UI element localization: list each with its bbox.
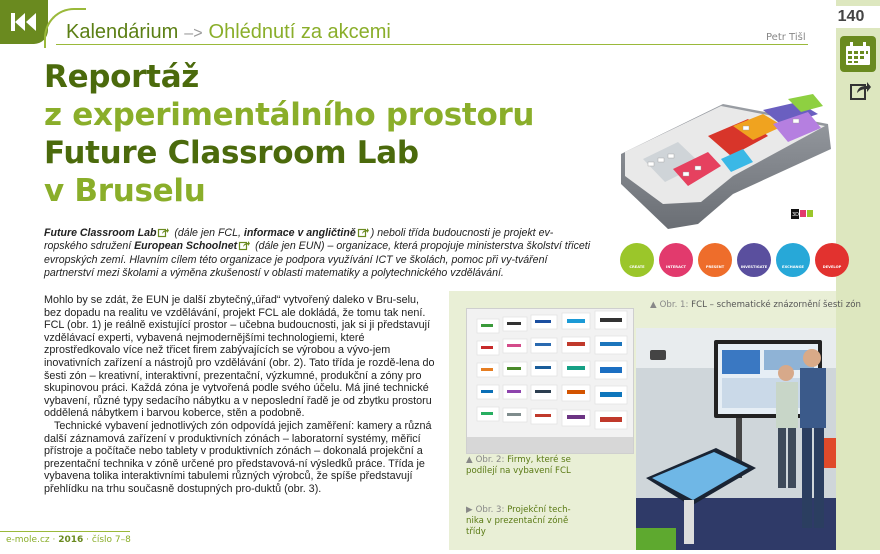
footer-issue: číslo 7–8 bbox=[91, 535, 131, 545]
footer-divider bbox=[0, 531, 130, 532]
footer bbox=[6, 535, 131, 545]
breadcrumb-section[interactable]: Kalendárium bbox=[66, 21, 179, 43]
figure-3-presentation-zone-photo bbox=[636, 328, 836, 550]
article-title bbox=[44, 58, 594, 210]
share-button[interactable] bbox=[850, 80, 872, 100]
zone-exchange-icon bbox=[776, 243, 810, 277]
caret-up-icon: ▲ bbox=[650, 300, 657, 310]
zone-investigate-icon bbox=[737, 243, 771, 277]
breadcrumb-subsection[interactable]: Ohlédnutí za akcemi bbox=[208, 21, 391, 43]
author-name: Petr Tišl bbox=[766, 32, 806, 43]
zone-label-interact: INTERACT bbox=[666, 265, 686, 269]
zone-icons bbox=[620, 243, 849, 277]
footer-site[interactable]: e-mole.cz bbox=[6, 535, 50, 545]
zone-develop-icon bbox=[815, 243, 849, 277]
figure-2-text: Firmy, které se podílejí na vybavení FCL bbox=[466, 455, 571, 476]
badge-3d: 3D bbox=[792, 212, 800, 218]
intro-english-link[interactable]: informace v angličtině bbox=[243, 227, 356, 239]
figure-3-text: Projekční tech-nika v prezentační zóně třídy bbox=[466, 505, 571, 537]
caret-up-icon: ▲ bbox=[466, 455, 473, 465]
zone-label-create: CREATE bbox=[629, 265, 645, 269]
intro-eun-term: European Schoolnet bbox=[134, 240, 238, 253]
figure-2-caption bbox=[466, 455, 586, 477]
body-paragraph-2: Technické vybavení jednotlivých zón odpovídá jejich zaměření: kamery a různá další záznamová zařízení v produktivních zónách – laboratorní systémy, měřicí přístroje a počítače nebo tablety v produktivních zónách – dokonalá projekční a prezentační technika v zóně určené pro představová-ní výsledků práce. Třída je vybavena tolika interaktivními tabulemi různých výrobců, že spíše představují přehlídku na trhu současně dostupných pro-duktů (obr. 3). bbox=[44, 419, 432, 495]
zone-interact-icon bbox=[659, 243, 693, 277]
zone-present-icon bbox=[698, 243, 732, 277]
breadcrumb-arrow: –> bbox=[184, 25, 203, 42]
title-line-4: v Bruselu bbox=[44, 173, 206, 209]
external-link-icon[interactable] bbox=[239, 240, 250, 250]
intro-text-1: (dále jen FCL, bbox=[171, 227, 244, 239]
title-line-3: Future Classroom Lab bbox=[44, 135, 419, 171]
intro-text-3: (dále jen EUN) – organizace, která propojuje ministerstva školství třiceti evropských zemí. Hlavním cílem této organizace je podpora využívání ICT ve školách, pomoc při vy-tváření partnerství mezi školami a výměna zkušeností v oblasti matematiky a polytechnického vzdělávání. bbox=[44, 240, 591, 279]
intro-fcl-term: Future Classroom Lab bbox=[44, 227, 157, 239]
rewind-icon bbox=[9, 11, 39, 33]
zone-label-investigate: INVESTIGATE bbox=[740, 265, 768, 269]
intro-paragraph bbox=[44, 227, 596, 280]
zone-create-icon bbox=[620, 243, 654, 277]
body-paragraph-1: Mohlo by se zdát, že EUN je další zbytečný„úřad“ vytvořený daleko v Bru-selu, bez dopadu na realitu ve vzdělávání, projekt FCL ale dokládá, že tomu tak není. FCL (obr. 1) je reálně existující prostor – učebna budoucnosti, jak si ji představují vzdělávací experti, vybavená nejmodernějšími technologiemi, které zprostředkovalo více než třicet firem zabývajících se výrobou a vývo-jem inovativních zařízení a nástrojů pro vzdělávání (obr. 2). Tato třída je rozdě-lena do šesti zón – kreativní, interaktivní, prezentační, výzkumné, produkční a zóny pro skupinovou práci. Každá zóna je vytvořená podle svého účelu. Má jiné technické vybavení, různé typy sedacího nábytku a v neposlední řadě je od zbytku prostoru oddělená nábytkem i barvou koberce, stěn a podobně. bbox=[44, 294, 435, 420]
share-arrow-icon bbox=[850, 80, 872, 100]
figure-2-label: Obr. 2: bbox=[475, 455, 505, 465]
header-divider bbox=[56, 44, 808, 45]
intro-text-2: ) neboli třída budoucnosti je projekt ev-ropského sdružení bbox=[44, 227, 554, 253]
figure-3-label: Obr. 3: bbox=[475, 505, 505, 515]
figure-2-sponsor-wall-photo bbox=[466, 308, 634, 454]
figure-1-classroom-schematic bbox=[603, 54, 842, 290]
classroom-3d-illustration bbox=[603, 54, 842, 290]
figure-1-caption bbox=[650, 300, 861, 310]
figure-3-caption bbox=[466, 505, 586, 538]
zone-label-present: PRESENT bbox=[705, 265, 725, 269]
external-link-icon[interactable] bbox=[358, 227, 369, 237]
footer-separator: · bbox=[49, 535, 59, 545]
page-number: 140 bbox=[822, 6, 880, 28]
calendar-icon bbox=[845, 42, 871, 66]
sponsor-wall-image bbox=[467, 309, 633, 453]
caret-right-icon: ▶ bbox=[466, 505, 473, 515]
figure-1-text: FCL – schematické znázornění šesti zón bbox=[688, 300, 861, 310]
external-link-icon[interactable] bbox=[158, 227, 169, 237]
footer-separator: · bbox=[83, 535, 92, 545]
title-line-2: z experimentálního prostoru bbox=[44, 97, 535, 133]
footer-year: 2016 bbox=[58, 535, 84, 545]
zone-label-develop: DEVELOP bbox=[822, 265, 842, 269]
zone-label-exchange: EXCHANGE bbox=[782, 265, 804, 269]
article-body bbox=[44, 294, 436, 496]
breadcrumb bbox=[66, 21, 391, 44]
figure-1-label: Obr. 1: bbox=[659, 300, 689, 310]
back-button[interactable] bbox=[0, 0, 48, 44]
presentation-zone-image bbox=[636, 328, 836, 550]
calendar-button[interactable] bbox=[840, 36, 876, 72]
title-line-1: Reportáž bbox=[44, 59, 200, 95]
